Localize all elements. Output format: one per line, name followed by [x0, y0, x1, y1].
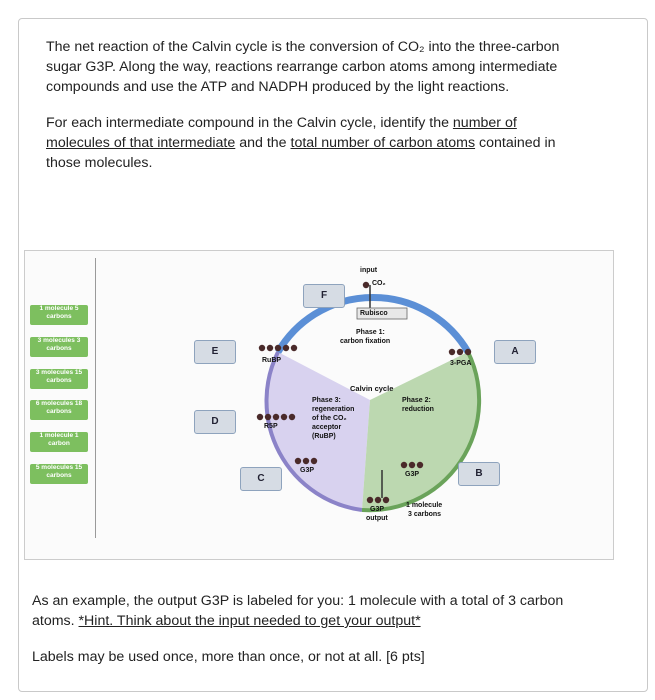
drag-label-1[interactable]: 1 molecule 5 carbons: [30, 305, 88, 325]
target-box-e[interactable]: E: [194, 340, 236, 364]
rubisco-label: Rubisco: [360, 310, 388, 317]
phase2-label: Phase 2:: [402, 397, 431, 404]
target-box-d[interactable]: D: [194, 410, 236, 434]
footer-line-2: atoms. *Hint. Think about the input needed to get your output*: [32, 613, 421, 629]
intro-line-1: The net reaction of the Calvin cycle is the conversion of CO₂ into the three-carbon: [46, 39, 560, 55]
co2-label: CO₂: [372, 280, 386, 287]
drag-label-3[interactable]: 3 molecules 15 carbons: [30, 369, 88, 389]
phase3-sub1: regeneration: [312, 406, 355, 413]
g3p-right-carbons: [401, 462, 423, 468]
r5p-label: R5P: [264, 423, 278, 430]
task-line-1: For each intermediate compound in the Calvin cycle, identify the number of: [46, 115, 517, 131]
target-box-c[interactable]: C: [240, 467, 282, 491]
input-label: input: [360, 267, 378, 274]
intro-line-3: compounds and use the ATP and NADPH produced by the light reactions.: [46, 79, 510, 95]
footer-line-1: As an example, the output G3P is labeled for you: 1 molecule with a total of 3 carbon: [32, 593, 564, 609]
target-box-a[interactable]: A: [494, 340, 536, 364]
pga-label: 3-PGA: [450, 360, 472, 367]
g3p-left-label: G3P: [300, 467, 315, 474]
drag-label-6[interactable]: 5 molecules 15 carbons: [30, 464, 88, 484]
output-molecule-label: 1 molecule: [406, 502, 443, 509]
co2-carbon: [363, 282, 369, 288]
intro-line-2: sugar G3P. Along the way, reactions rearrange carbon atoms among intermediate: [46, 59, 558, 75]
phase3-sub2: of the CO₂: [312, 415, 347, 422]
g3p-right-label: G3P: [405, 471, 420, 478]
g3p-output-carbons: [367, 497, 389, 503]
target-box-b[interactable]: B: [458, 462, 500, 486]
g3p-output-label: G3P: [370, 506, 385, 513]
target-box-f[interactable]: F: [303, 284, 345, 308]
phase3-sub3: acceptor: [312, 424, 342, 431]
phase2-sub: reduction: [402, 406, 434, 413]
drag-label-5[interactable]: 1 molecule 1 carbon: [30, 432, 88, 452]
phase3-label: Phase 3:: [312, 397, 341, 404]
rubp-carbons: [259, 345, 297, 351]
cycle-label: Calvin cycle: [350, 384, 394, 393]
output-carbon-label: 3 carbons: [408, 511, 442, 518]
phase3-sub4: (RuBP): [312, 433, 336, 440]
drag-label-2[interactable]: 3 molecules 3 carbons: [30, 337, 88, 357]
phase1-label: Phase 1:: [356, 329, 385, 336]
phase1-sub: carbon fixation: [340, 338, 391, 345]
footer-line-3: Labels may be used once, more than once, or not at all. [6 pts]: [32, 649, 425, 665]
task-line-3: those molecules.: [46, 155, 153, 171]
pga-carbons: [449, 349, 471, 355]
g3p-left-carbons: [295, 458, 317, 464]
task-line-2: molecules of that intermediate and the total number of carbon atoms contained in: [46, 135, 556, 151]
phase2-region: [362, 352, 479, 510]
drag-label-4[interactable]: 6 molecules 18 carbons: [30, 400, 88, 420]
output-label: output: [366, 515, 388, 522]
rubp-label: RuBP: [262, 357, 282, 364]
